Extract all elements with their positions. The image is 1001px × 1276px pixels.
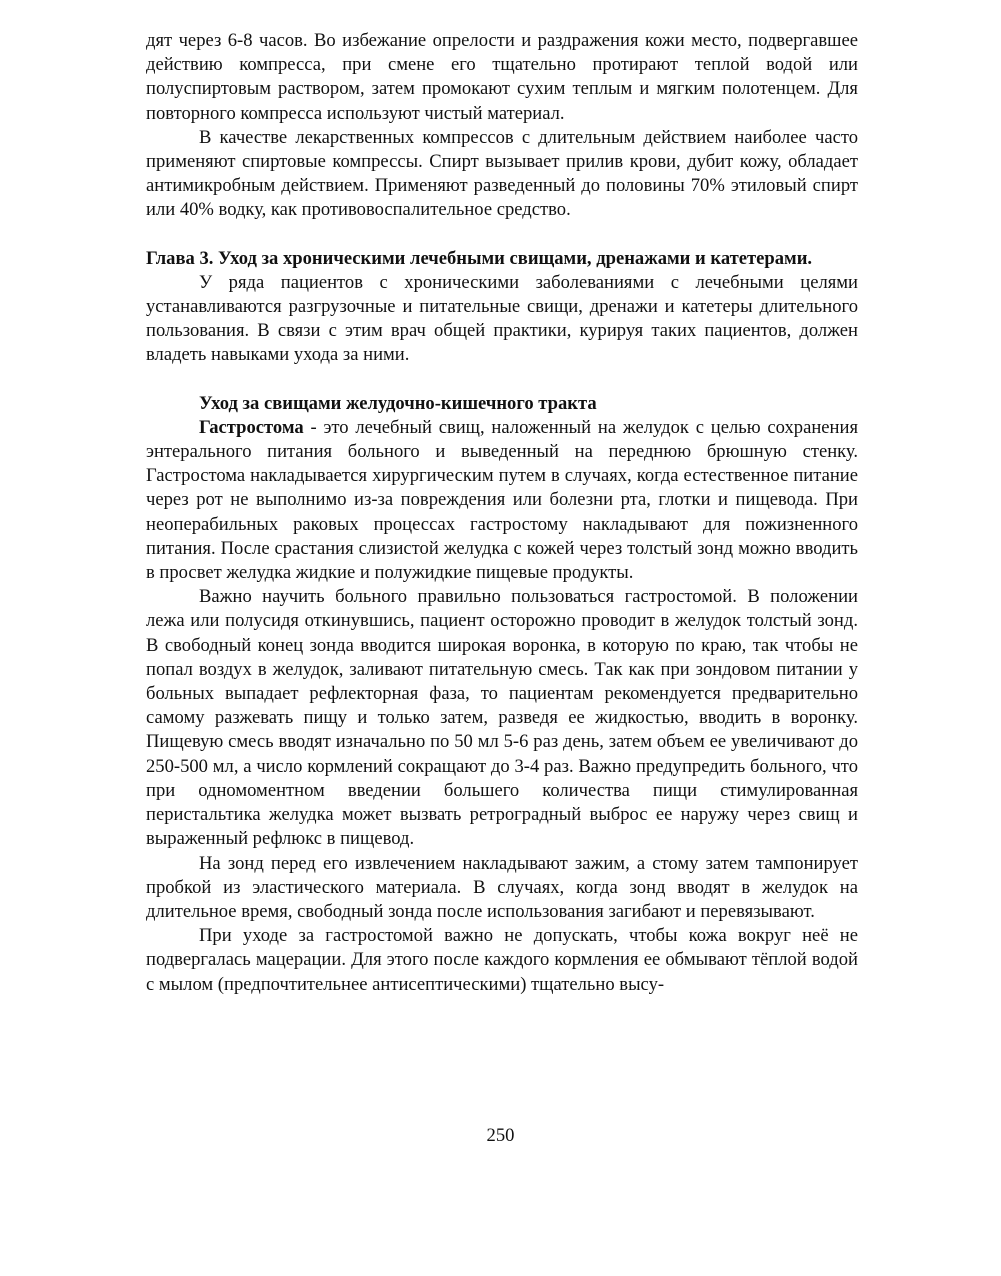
page-number: 250 <box>486 1125 515 1146</box>
paragraph-7: При уходе за гастростомой важно не допускать, чтобы кожа вокруг неё не подвергалась мацерации. Для этого после каждого кормления ее обмывают тёплой водой с мылом (предпочтительнее антисептическими) тщательно высу- <box>146 925 858 995</box>
paragraph-3: У ряда пациентов с хроническими заболеваниями с лечебными целями устанавливаются разгрузочные и питательные свищи, дренажи и катетеры длительного пользования. В связи с этим врач общей практики, курируя таких пациентов, должен владеть навыками ухода за ними. <box>146 271 858 366</box>
page-body <box>146 29 858 997</box>
paragraph-2: В качестве лекарственных компрессов с длительным действием наиболее часто применяют спиртовые компрессы. Спирт вызывает прилив крови, дубит кожу, обладает антимикробным действием. Применяют разведенный до половины 70% этиловый спирт или 40% водку, как противовоспалительное средство. <box>146 126 858 221</box>
section-title: Уход за свищами желудочно-кишечного тракта <box>199 392 597 414</box>
paragraph-6: На зонд перед его извлечением накладывают зажим, а стому затем тампонирует пробкой из эластического материала. В случаях, когда зонд вводят в желудок на длительное время, свободный зонда после использования загибают и перевязывают. <box>146 852 858 922</box>
paragraph-4-text: - это лечебный свищ, наложенный на желудок с целью сохранения энтерального питания больного и выведенный на переднюю брюшную стенку. Гастростома накладывается хирургическим путем в случаях, когда естественное питание через рот не выполнимо из-за повреждения или болезни рта, глотки и пищевода. При неоперабильных раковых процессах гастростому накладывают для пожизненного питания. После срастания слизистой желудка с кожей через толстый зонд можно вводить в просвет желудка жидкие и полужидкие пищевые продукты. <box>146 416 858 584</box>
term-gastrostoma: Гастростома <box>199 416 304 438</box>
chapter-title: Глава 3. Уход за хроническими лечебными свищами, дренажами и катетерами. <box>146 247 813 269</box>
paragraph-4 <box>146 416 858 585</box>
paragraph-1: дят через 6-8 часов. Во избежание опрелости и раздражения кожи место, подвергавшее действию компресса, при смене его тщательно протирают теплой водой или полуспиртовым раствором, затем промокают сухим теплым и мягким полотенцем. Для повторного компресса используют чистый материал. <box>146 30 858 124</box>
paragraph-5: Важно научить больного правильно пользоваться гастростомой. В положении лежа или полусидя откинувшись, пациент осторожно проводит в желудок толстый зонд. В свободный конец зонда вводится широкая воронка, в которую по краю, так чтобы не попал воздух в желудок, заливают питательную смесь. Так как при зондовом питании у больных выпадает рефлекторная фаза, то пациентам рекомендуется предварительно самому разжевать пищу и только затем, разведя ее жидкостью, вводить в воронку. Пищевую смесь вводят изначально по 50 мл 5-6 раз день, затем объем ее увеличивают до 250-500 мл, а число кормлений сокращают до 3-4 раз. Важно предупредить больного, что при одномоментном введении большего количества пищи стимулированная перистальтика желудка может вызвать ретроградный выброс ее наружу через свищ и выраженный рефлюкс в пищевод. <box>146 586 858 850</box>
